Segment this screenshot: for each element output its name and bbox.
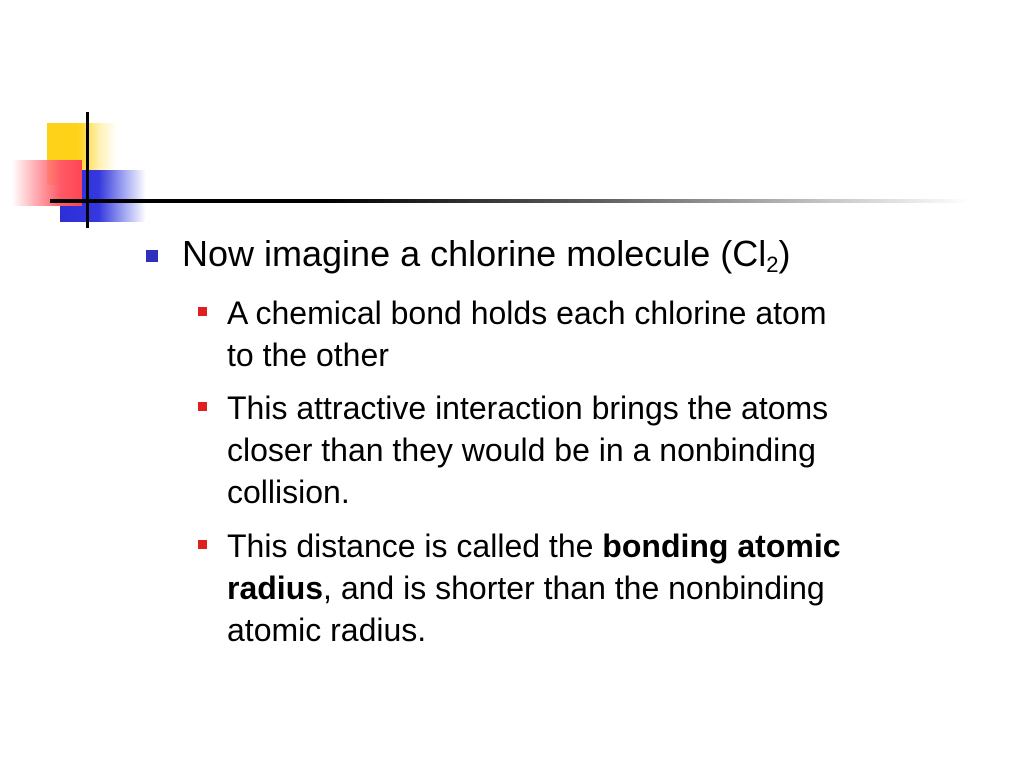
sub-bullet-2-text <box>227 387 997 513</box>
sub-bullet-1-line-1: A chemical bond holds each chlorine atom <box>227 295 827 331</box>
sub-bullet-3-rest: , and is shorter than the nonbinding <box>323 570 825 606</box>
sub-bullet-3-text <box>227 525 997 651</box>
sub-bullet-1-text <box>227 292 997 376</box>
term-bonding-atomic: bonding atomic <box>602 528 841 564</box>
sub-bullet-2-line-2: closer than they would be in a nonbinding <box>227 432 816 468</box>
sub-bullet-2-line-3: collision. <box>227 474 350 510</box>
sub-bullet-3-line-2 <box>227 567 997 609</box>
sub-bullet-marker <box>198 402 207 411</box>
main-bullet-text <box>182 232 791 276</box>
main-bullet-marker <box>146 250 158 262</box>
sub-bullet-3-line-3: atomic radius. <box>227 612 427 648</box>
sub-bullet-1-line-2: to the other <box>227 337 389 373</box>
term-radius: radius <box>227 570 324 606</box>
main-bullet-subscript: 2 <box>766 252 779 277</box>
main-bullet-close: ) <box>778 233 791 274</box>
sub-bullet-3-line-1 <box>227 525 997 567</box>
sub-bullet-2-line-1: This attractive interaction brings the atoms <box>227 390 829 426</box>
main-bullet-label: Now imagine a chlorine molecule (Cl <box>182 233 767 274</box>
sub-bullet-marker <box>198 307 207 316</box>
sub-bullet-marker <box>198 540 207 549</box>
sub-bullet-3-prefix: This distance is called the <box>227 528 603 564</box>
